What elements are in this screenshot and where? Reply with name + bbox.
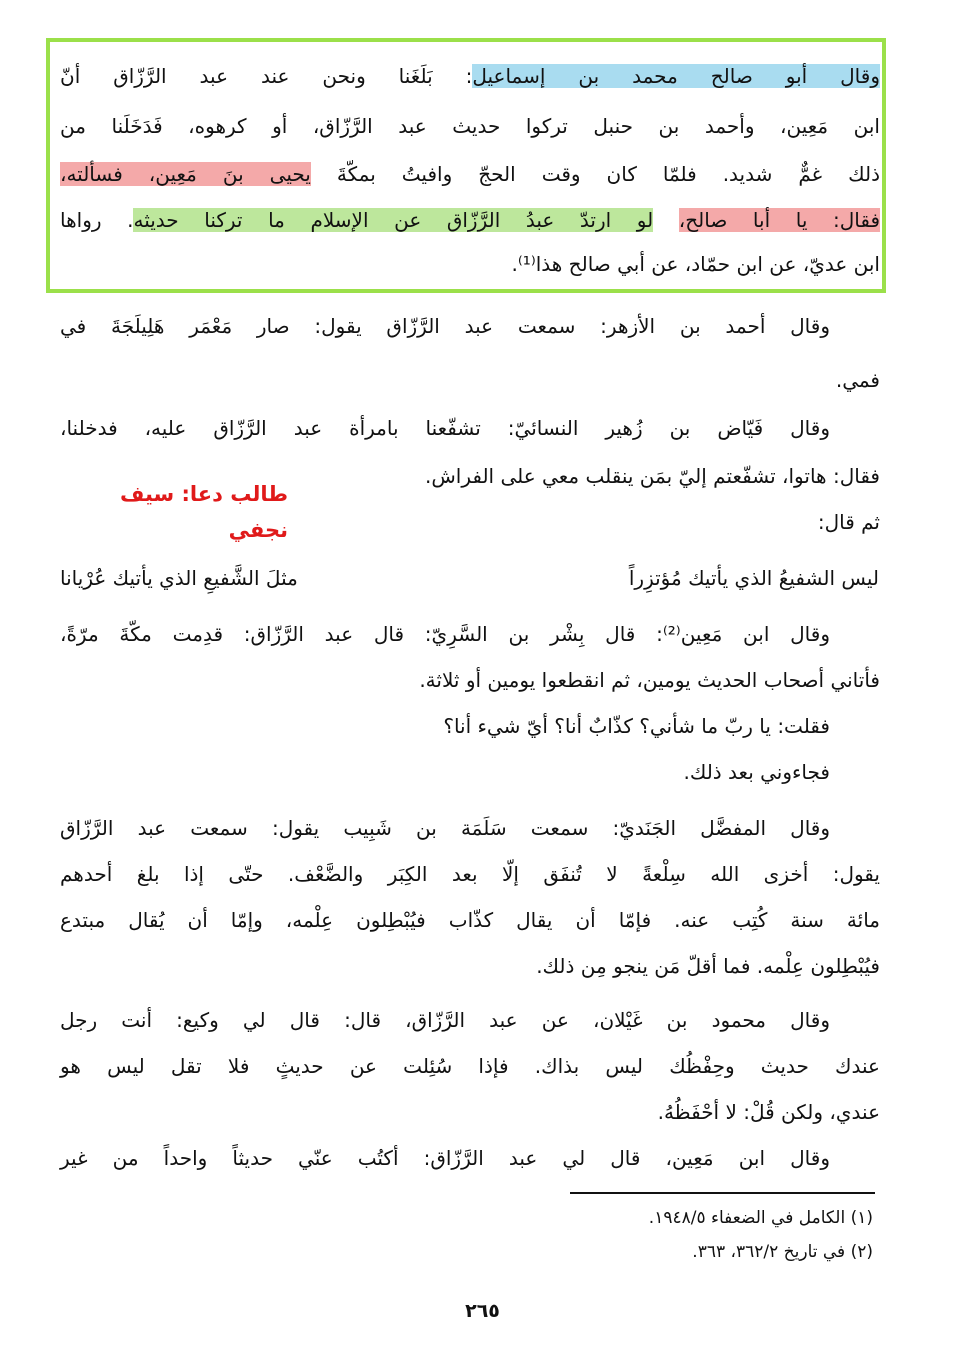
verse-hemistich-left: مثلَ الشَّفيعِ الذي يأتيك عُرْيانا — [60, 566, 298, 590]
footnote-2: (٢) في تاريخ ٣٦٢/٢، ٣٦٣. — [692, 1242, 873, 1262]
signature-stamp: طالب دعا: سيف نجفي — [119, 482, 288, 542]
para-3-line-1: وقال ابن مَعِين⁽²⁾: قال بِشْر بن السَّرِيّ: قال عبد الرَّزّاق: قدِمت مكّةَ مرّةً، — [60, 622, 830, 646]
para-4-line-3: مائة سنة كُتِب عنه. فإمّا أن يقال كذّاب فيُبْطِلون عِلْمه، وإمّا أن يُقال مبتدع — [60, 908, 880, 932]
page-number: ٢٦٥ — [465, 1300, 500, 1322]
boxed-line-2: ابن مَعِين، وأحمد بن حنبل تركوا حديث عبد الرَّزّاق، أو كرهوه، فَدَخَلَنا من — [60, 114, 880, 138]
para-2-line-1: وقال فَيّاض بن زُهير النسائيّ: تشفّعنا بامرأة عبد الرَّزّاق عليه، فدخلنا، — [60, 416, 830, 440]
highlight-narrator: وقال أبو صالح محمد بن إسماعيل — [472, 64, 880, 88]
highlight-qala: فقال: يا أبا صالح، — [678, 208, 881, 232]
boxed-line-1 — [60, 56, 880, 96]
para-3-line-2: فأتاني أصحاب الحديث يومين، ثم انقطعوا يومين أو ثلاثة. — [419, 668, 880, 692]
boxed-line-4 — [60, 200, 880, 240]
highlight-quote: لو ارتدّ عبدُ الرَّزّاق عن الإسلام ما تركنا حديثه — [133, 208, 654, 232]
boxed-line-3 — [60, 154, 880, 194]
verse-hemistich-right: ليس الشفيعُ الذي يأتيك مُؤتزِراً — [628, 566, 879, 590]
boxed-line-3-start: ذلك غمٌّ شديد. فلمّا كان وقت الحجّ وافيتُ بمكّةَ — [336, 162, 880, 186]
para-4-line-4: فيُبْطِلون عِلْمه. فما أقلّ مَن ينجو مِن ذلك. — [536, 954, 880, 978]
para-5-line-1: وقال محمود بن غَيْلان، عن عبد الرَّزّاق، قال: قال لي وكيع: أنت رجل — [60, 1008, 830, 1032]
para-2-line-3: ثم قال: — [817, 510, 880, 534]
para-6-line-1: وقال ابن مَعِين، قال لي عبد الرَّزّاق: أكتُب عنّي حديثاً واحداً من غير — [60, 1146, 830, 1170]
boxed-line-1-rest: : بَلَغَنا ونحن عند عبد الرَّزّاق أنّ — [60, 64, 473, 88]
para-2-line-2: فقال: هاتوا، تشفّعتم إليّ بمَن ينقلب معي على الفراش. — [424, 464, 880, 488]
para-3-line-3: فقلت: يا ربّ ما شأني؟ كذّابٌ أنا؟ أيّ شيء أنا؟ — [443, 714, 830, 738]
para-5-line-2: عندك حديث وحِفْظُك ليس بذاك. فإذا سُئِلت عن حديثٍ فلا تقل ليس هو — [60, 1054, 880, 1078]
para-3-line-4: فجاءوني بعد ذلك. — [683, 760, 830, 784]
para-1-line-1: وقال أحمد بن الأزهر: سمعت عبد الرَّزّاق يقول: صار مَعْمَر هَلِيلَجَةَ في — [60, 314, 830, 338]
footnote-1: (١) الكامل في الضعفاء ١٩٤٨/٥. — [648, 1208, 873, 1228]
boxed-line-5: ابن عديّ، عن ابن حمّاد، عن أبي صالح هذا⁽¹⁾. — [511, 252, 880, 276]
para-4-line-2: يقول: أخزى الله سِلْعةً لا تُنفَق إلّا بعد الكِبَر والضَّعْف. حتّى إذا بلغ أحدهم — [60, 862, 880, 886]
para-5-line-3: عندي، ولكن قُلْ: لا أحْفَظُهُ. — [657, 1100, 880, 1124]
para-1-line-2: فمي. — [835, 368, 880, 392]
footnote-separator — [570, 1192, 875, 1194]
boxed-line-4-rest: . رواها — [60, 208, 134, 232]
highlight-yahya: يحيى بنَ مَعِين، فسألته، — [60, 162, 311, 186]
para-4-line-1: وقال المفضَّل الجَنَديّ: سمعت سَلَمَة بن شَبِيب يقول: سمعت عبد الرَّزّاق — [60, 816, 830, 840]
